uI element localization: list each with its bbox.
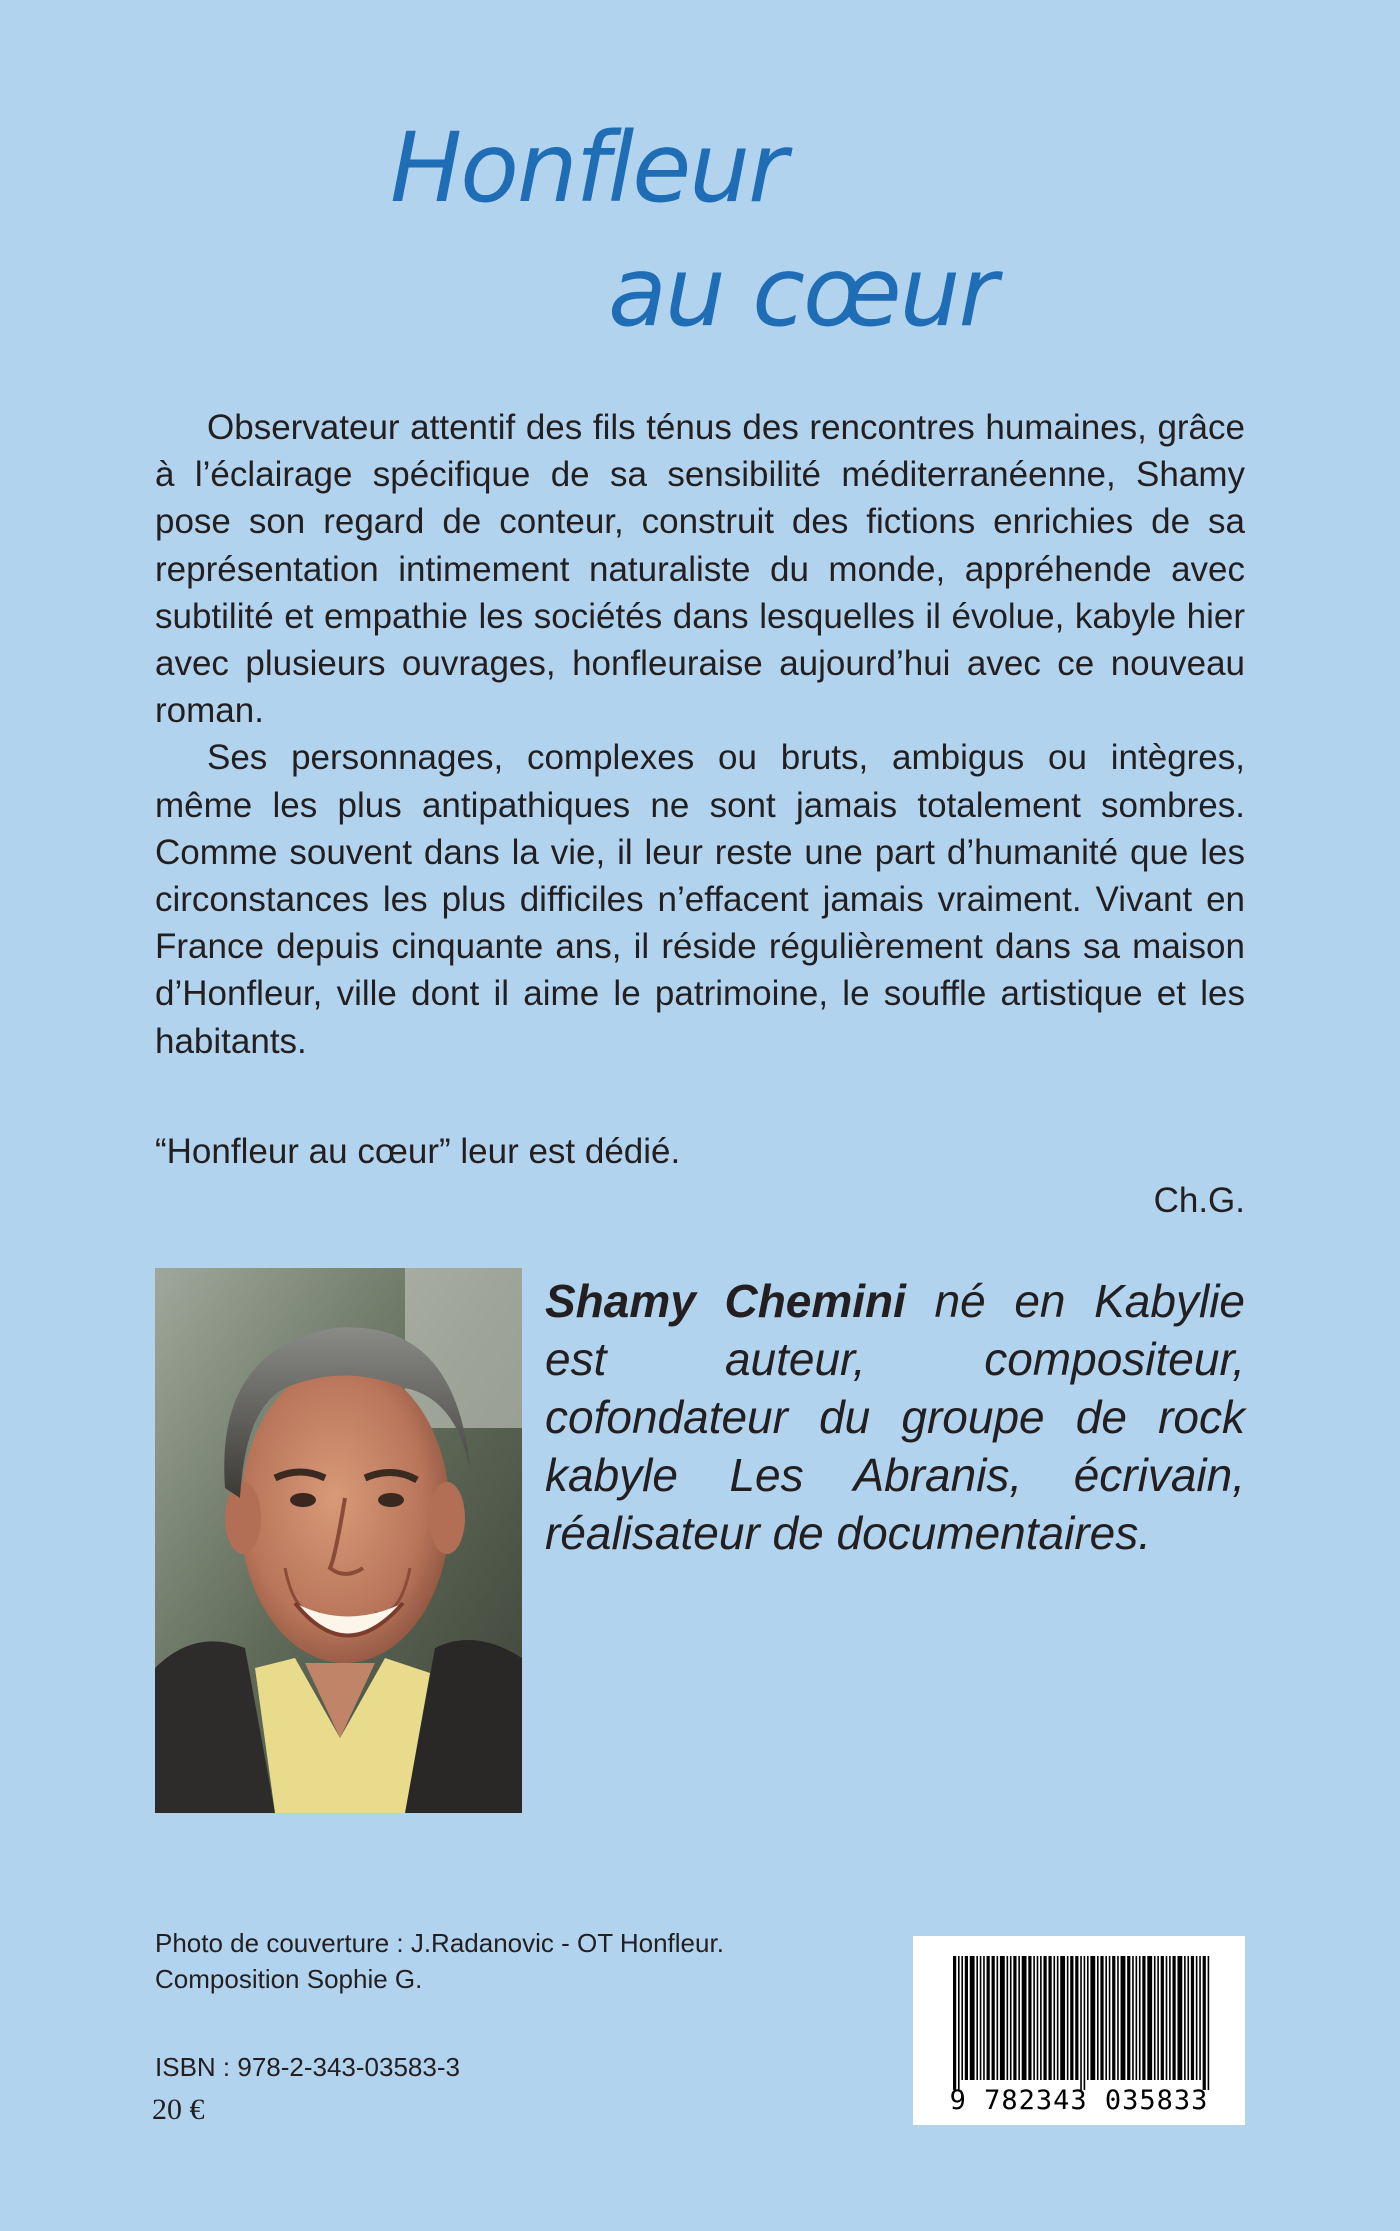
- barcode-bar: [997, 1956, 999, 2080]
- barcode-bar: [970, 1956, 975, 2080]
- back-cover-blurb: [155, 404, 1245, 1065]
- blurb-paragraph-2: Ses personnages, complexes ou bruts, ambigus ou intègres, même les plus antipathiques ne sont jamais totalement sombres. Comme souvent dans la vie, il leur reste une part d’humanité que les circonstances les plus difficiles n’effacent jamais vraiment. Vivant en France depuis cinquante ans, il réside régulièrement dans sa maison d’Honfleur, ville dont il aime le patrimoine, le souffle artistique et les habitants.: [155, 738, 1245, 1061]
- barcode-bar: [1187, 1956, 1189, 2080]
- barcode-bar: [1172, 1956, 1175, 2080]
- barcode-bar: [1166, 1956, 1168, 2080]
- barcode-bar: [1090, 1956, 1095, 2080]
- barcode-digits: 9 782343 035833: [949, 2085, 1209, 2116]
- barcode-bar: [1157, 1956, 1159, 2080]
- barcode-bar: [1117, 1956, 1119, 2080]
- barcode-bar: [1084, 1956, 1086, 2090]
- barcode-bar: [965, 1956, 968, 2080]
- barcode-bar: [1010, 1956, 1012, 2080]
- barcode-bar: [1080, 1956, 1082, 2090]
- barcode-bar: [1191, 1956, 1194, 2080]
- signature: Ch.G.: [1153, 1181, 1245, 1220]
- barcode-bar: [1142, 1956, 1145, 2080]
- barcode-bar: [1075, 1956, 1078, 2080]
- barcode-bar: [1203, 1956, 1206, 2090]
- barcode-bar: [1132, 1956, 1134, 2080]
- barcode-bar: [980, 1956, 982, 2080]
- isbn: ISBN : 978-2-343-03583-3: [155, 2052, 460, 2082]
- barcode-bar: [958, 1956, 960, 2090]
- barcode-bar: [1127, 1956, 1130, 2080]
- barcode-bar: [1154, 1956, 1156, 2080]
- barcode-bar: [1018, 1956, 1020, 2080]
- barcode-bar: [1070, 1956, 1073, 2080]
- barcode-bar: [1048, 1956, 1051, 2080]
- barcode-bar: [1097, 1956, 1099, 2080]
- barcode-bar: [1199, 1956, 1201, 2080]
- photo-credit: Photo de couverture : J.Radanovic - OT Honfleur.: [155, 1928, 724, 1958]
- credits: [155, 1925, 724, 1997]
- barcode-bar: [1100, 1956, 1103, 2080]
- barcode-bar: [1169, 1956, 1171, 2080]
- barcode-bar: [1105, 1956, 1107, 2080]
- barcode-bar: [1043, 1956, 1046, 2080]
- book-title-line-2: au cœur: [608, 236, 996, 348]
- barcode-bar: [1139, 1956, 1141, 2080]
- barcode-bar: [1177, 1956, 1182, 2080]
- barcode-bar: [1060, 1956, 1065, 2080]
- barcode-bar: [1112, 1956, 1115, 2080]
- author-bio-text: né en Kabylie est auteur, compositeur, cofondateur du groupe de rock kabyle Les Abranis, écrivain, réalisateur de documentaires.: [545, 1275, 1245, 1559]
- barcode-bar: [1196, 1956, 1198, 2080]
- dedication: “Honfleur au cœur” leur est dédié.: [155, 1132, 681, 1171]
- barcode-bar: [1109, 1956, 1111, 2080]
- barcode-bar: [1053, 1956, 1055, 2080]
- barcode-bar: [1184, 1956, 1186, 2080]
- barcode-bar: [1033, 1956, 1035, 2080]
- barcode-bar: [1028, 1956, 1031, 2080]
- barcode-bar: [987, 1956, 990, 2080]
- book-title-line-1: Honfleur: [390, 112, 786, 224]
- barcode-bar: [1147, 1956, 1152, 2080]
- barcode-bar: [1007, 1956, 1009, 2080]
- barcode-bar: [953, 1956, 956, 2090]
- barcode-bar: [1136, 1956, 1138, 2080]
- price: 20 €: [152, 2093, 205, 2126]
- barcode-bar: [1161, 1956, 1164, 2080]
- blurb-paragraph-1: Observateur attentif des fils ténus des rencontres humaines, grâce à l’éclairage spécifique de sa sensibilité méditerranéenne, Shamy pose son regard de conteur, construit des fictions enrichies de sa représentation intimement naturaliste du monde, appréhende avec subtilité et empathie les sociétés dans lesquelles il évolue, kabyle hier avec plusieurs ouvrages, honfleuraise aujourd’hui avec ce nouveau roman.: [155, 408, 1245, 731]
- author-photo: [155, 1268, 522, 1813]
- barcode-bar: [1040, 1956, 1042, 2080]
- barcode-bar: [961, 1956, 963, 2080]
- barcode-bar: [976, 1956, 978, 2080]
- barcode-bar: [1067, 1956, 1069, 2080]
- barcode-bar: [1057, 1956, 1059, 2080]
- barcode-bar: [1000, 1956, 1005, 2080]
- barcode-bar: [1121, 1956, 1126, 2080]
- barcode-bar: [1087, 1956, 1089, 2080]
- barcode-bar: [992, 1956, 995, 2080]
- barcode-bar: [1013, 1956, 1016, 2080]
- composition-credit: Composition Sophie G.: [155, 1964, 423, 1994]
- barcode-bar: [1208, 1956, 1210, 2090]
- barcode: [913, 1936, 1245, 2125]
- barcode-bar: [983, 1956, 985, 2080]
- author-name: Shamy Chemini: [545, 1275, 906, 1327]
- barcode-bar: [1022, 1956, 1027, 2080]
- barcode-bar: [1037, 1956, 1039, 2080]
- barcode-bars: [953, 1956, 1211, 2090]
- author-bio: [545, 1272, 1245, 1562]
